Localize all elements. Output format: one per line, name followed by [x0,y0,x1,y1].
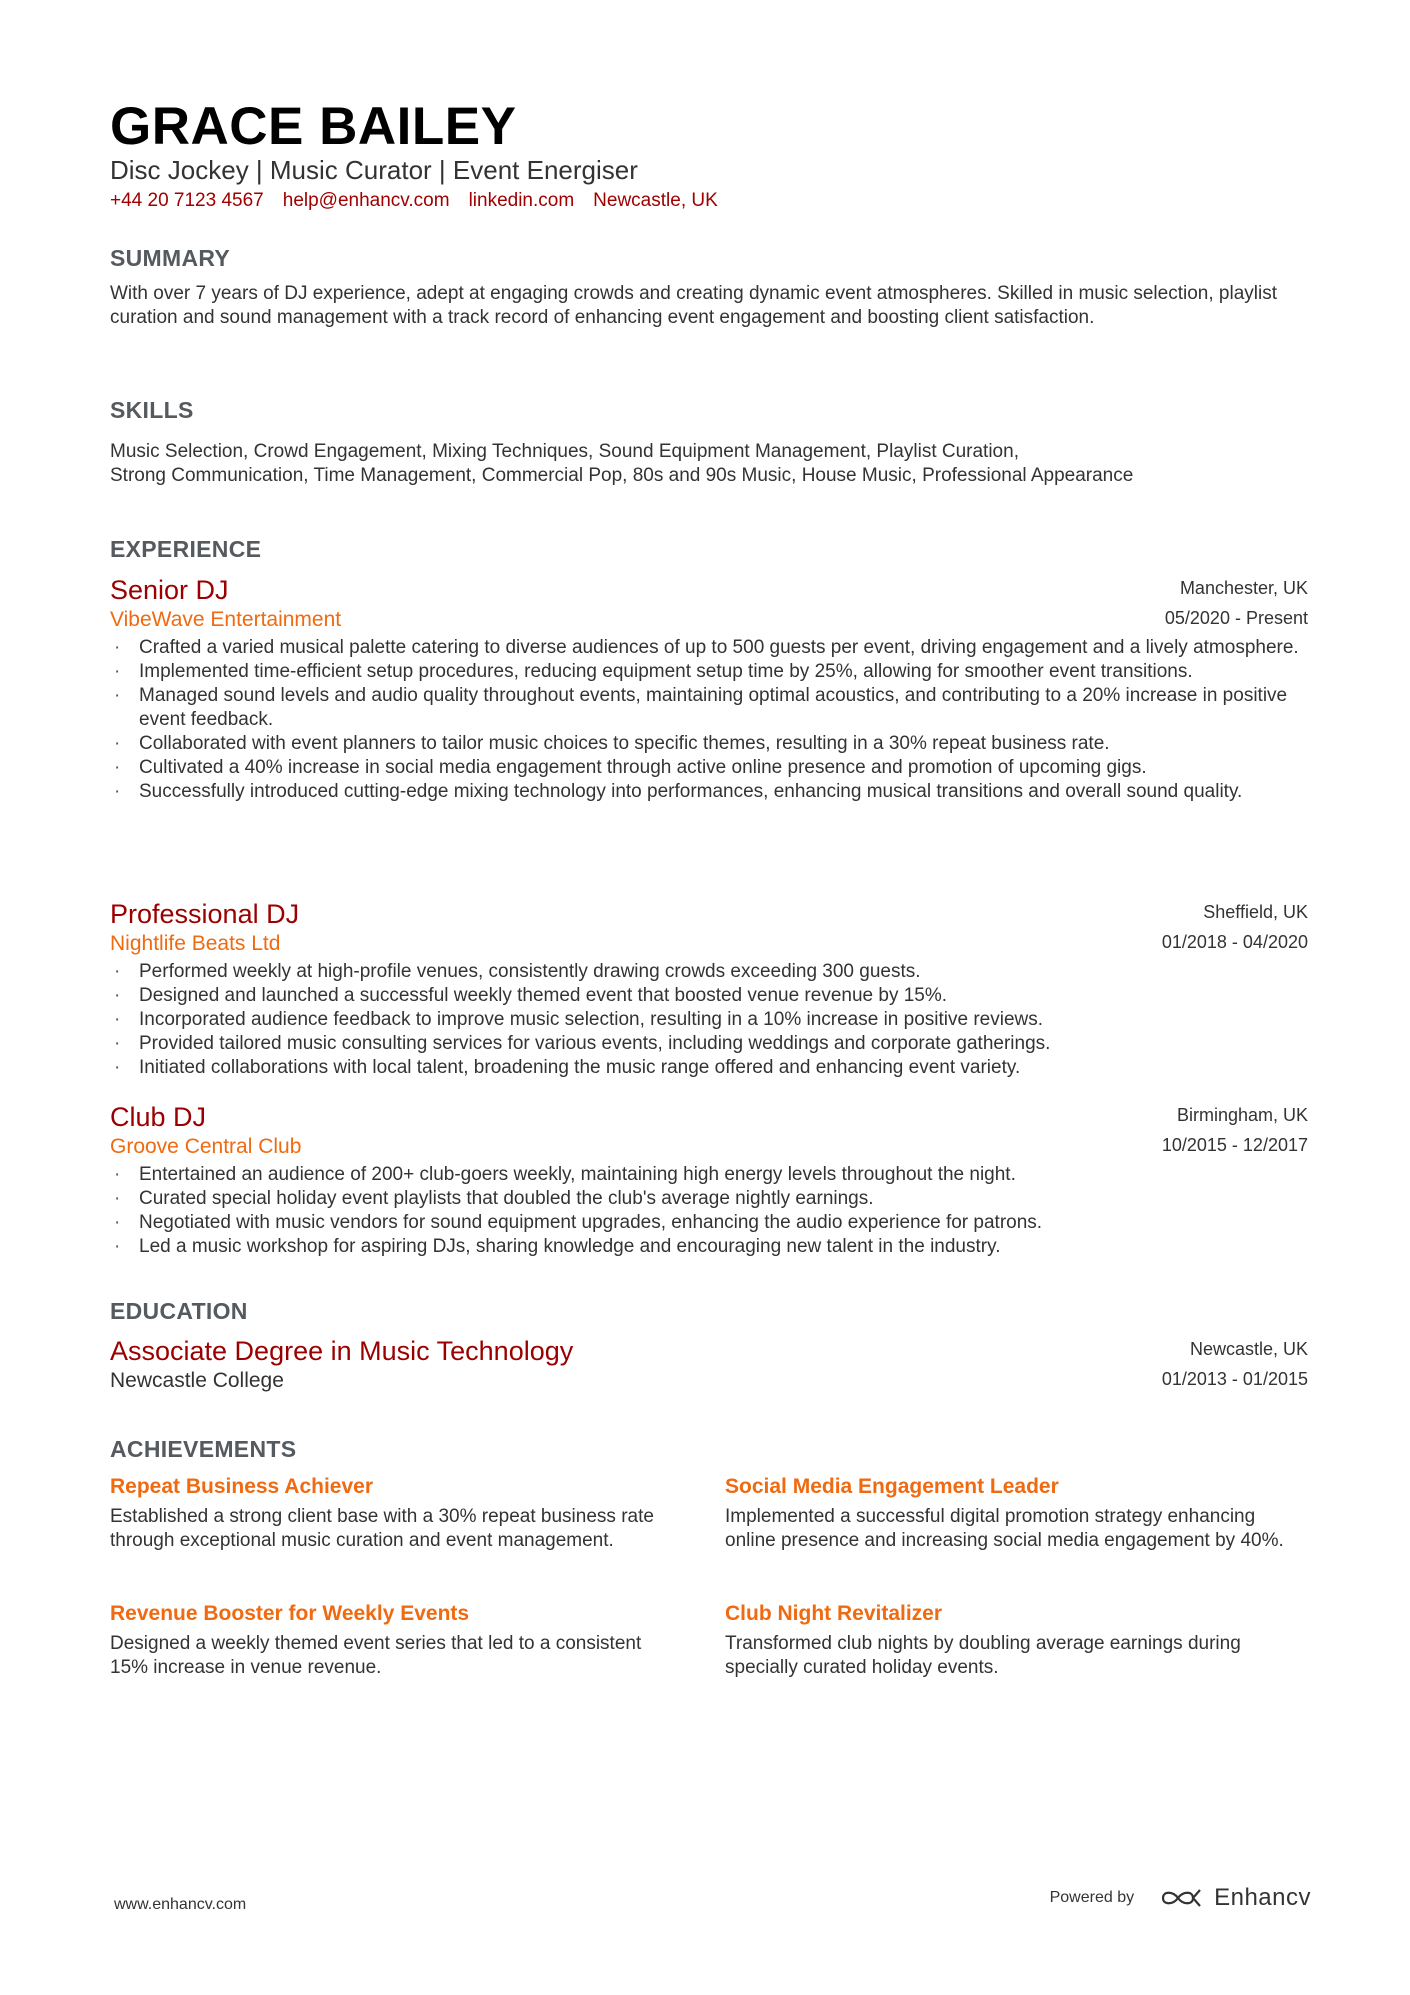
enhancv-brand-name: Enhancv [1214,1884,1311,1911]
job-bullets [110,960,1308,1080]
job-title: Club DJ [110,1102,207,1132]
job-bullet: · Successfully introduced cutting-edge mixing technology into performances, enhancing musical transitions and overall sound quality. [110,780,1308,804]
achievement-item [725,1473,1285,1553]
enhancv-logo-icon [1160,1886,1206,1910]
achievement-item [110,1600,670,1680]
job-entry [110,1101,1308,1259]
skills-list [110,440,1300,488]
footer-website[interactable]: www.enhancv.com [114,1896,247,1913]
job-location: Birmingham, UK [1176,1105,1308,1125]
job-bullet: · Managed sound levels and audio quality throughout events, maintaining optimal acoustics, and contributing to a 20% increase in positive event feedback. [110,684,1308,732]
job-company: Groove Central Club [110,1135,302,1158]
job-bullet: · Led a music workshop for aspiring DJs, sharing knowledge and encouraging new talent in the industry. [110,1235,1308,1259]
candidate-name: GRACE BAILEY [110,97,517,156]
achievement-desc: Implemented a successful digital promotion strategy enhancing online presence and increasing social media engagement by 40%. [725,1506,1284,1551]
job-dates: 10/2015 - 12/2017 [1161,1135,1308,1155]
job-dates: 05/2020 - Present [1164,608,1308,628]
achievements-heading: ACHIEVEMENTS [110,1436,297,1462]
job-bullet: · Collaborated with event planners to tailor music choices to specific themes, resulting in a 30% repeat business rate. [110,732,1308,756]
contact-bar [110,190,718,212]
achievement-title: Revenue Booster for Weekly Events [110,1602,470,1625]
job-entry [110,574,1308,804]
summary-heading: SUMMARY [110,245,231,271]
achievement-desc: Established a strong client base with a 30% repeat business rate through exceptional music curation and event management. [110,1506,654,1551]
skills-heading: SKILLS [110,397,194,423]
education-degree: Associate Degree in Music Technology [110,1336,574,1366]
powered-by-label: Powered by [1049,1889,1135,1906]
candidate-title: Disc Jockey | Music Curator | Event Energiser [110,155,638,185]
footer-branding [1050,1884,1311,1912]
job-bullet: · Curated special holiday event playlists that doubled the club's average nightly earnings. [110,1187,1308,1211]
education-heading: EDUCATION [110,1298,248,1324]
achievement-item [725,1600,1285,1680]
job-bullet: · Implemented time-efficient setup procedures, reducing equipment setup time by 25%, allowing for smoother event transitions. [110,660,1308,684]
job-company: VibeWave Entertainment [110,608,342,631]
job-title: Professional DJ [110,899,300,929]
education-school: Newcastle College [110,1369,284,1392]
achievement-item [110,1473,670,1553]
job-bullet: · Performed weekly at high-profile venues, consistently drawing crowds exceeding 300 guests. [110,960,1308,984]
achievement-title: Club Night Revitalizer [725,1602,943,1625]
job-bullets [110,1163,1308,1259]
job-bullet: · Entertained an audience of 200+ club-goers weekly, maintaining high energy levels throughout the night. [110,1163,1308,1187]
job-bullet: · Cultivated a 40% increase in social media engagement through active online presence and promotion of upcoming gigs. [110,756,1308,780]
job-location: Sheffield, UK [1203,902,1308,922]
job-bullet: · Initiated collaborations with local talent, broadening the music range offered and enhancing event variety. [110,1056,1308,1080]
job-bullet: · Designed and launched a successful weekly themed event that boosted venue revenue by 15%. [110,984,1308,1008]
enhancv-brand[interactable] [1160,1884,1311,1912]
job-location: Manchester, UK [1179,578,1308,598]
achievement-title: Social Media Engagement Leader [725,1475,1059,1498]
job-title: Senior DJ [110,575,229,605]
education-location: Newcastle, UK [1189,1339,1308,1359]
education-dates: 01/2013 - 01/2015 [1161,1369,1308,1389]
job-bullet: · Crafted a varied musical palette catering to diverse audiences of up to 500 guests per event, driving engagement and a lively atmosphere. [110,636,1308,660]
job-dates: 01/2018 - 04/2020 [1161,932,1308,952]
job-bullet: · Negotiated with music vendors for sound equipment upgrades, enhancing the audio experience for patrons. [110,1211,1308,1235]
achievement-desc: Designed a weekly themed event series that led to a consistent 15% increase in venue revenue. [110,1633,642,1678]
achievement-desc: Transformed club nights by doubling average earnings during specially curated holiday events. [725,1633,1241,1678]
contact-linkedin[interactable]: linkedin.com [468,190,575,211]
job-bullet: · Provided tailored music consulting services for various events, including weddings and corporate gatherings. [110,1032,1308,1056]
contact-phone[interactable]: +44 20 7123 4567 [110,190,264,211]
skills-line: Strong Communication, Time Management, Commercial Pop, 80s and 90s Music, House Music, Professional Appearance [110,465,1134,486]
education-entry [110,1335,1308,1395]
job-company: Nightlife Beats Ltd [110,932,281,955]
job-entry [110,898,1308,1080]
skills-line: Music Selection, Crowd Engagement, Mixing Techniques, Sound Equipment Management, Playlist Curation, [110,441,1019,462]
achievement-title: Repeat Business Achiever [110,1475,374,1498]
job-bullet: · Incorporated audience feedback to improve music selection, resulting in a 10% increase in positive reviews. [110,1008,1308,1032]
experience-heading: EXPERIENCE [110,536,262,562]
summary-text: With over 7 years of DJ experience, adept at engaging crowds and creating dynamic event atmospheres. Skilled in music selection, playlist curation and sound management with a track record of enhancing event engagement and boosting client satisfaction. [110,283,1277,328]
contact-location: Newcastle, UK [593,190,718,211]
contact-email[interactable]: help@enhancv.com [282,190,450,211]
job-bullets [110,636,1308,804]
